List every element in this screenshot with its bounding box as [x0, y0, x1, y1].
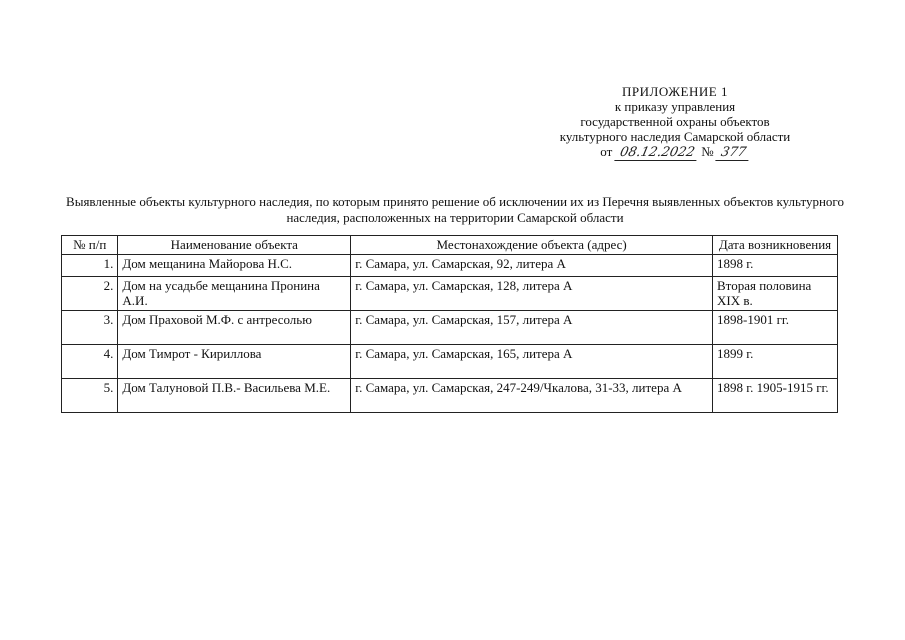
row-date: Вторая половина XIX в.: [713, 277, 838, 311]
table-row: [62, 311, 838, 345]
row-address: г. Самара, ул. Самарская, 128, литера А: [351, 277, 713, 311]
header-num: № п/п: [62, 236, 118, 255]
number-label: №: [701, 144, 714, 159]
appendix-line-2: государственной охраны объектов: [580, 114, 770, 129]
table-header-row: [62, 236, 838, 255]
from-label: от: [600, 144, 613, 159]
row-address: г. Самара, ул. Самарская, 247-249/Чкалова, 31-33, литера А: [351, 379, 713, 413]
row-address: г. Самара, ул. Самарская, 165, литера А: [351, 345, 713, 379]
row-name: Дом Талуновой П.В.- Васильева М.Е.: [118, 379, 351, 413]
row-name: Дом Тимрот - Кириллова: [118, 345, 351, 379]
row-num: 5.: [62, 379, 118, 413]
row-num: 4.: [62, 345, 118, 379]
handwritten-date: 08.12.2022: [614, 145, 700, 161]
row-name: Дом мещанина Майорова Н.С.: [118, 255, 351, 277]
row-date: 1898 г.: [713, 255, 838, 277]
row-name: Дом Праховой М.Ф. с антресолью: [118, 311, 351, 345]
appendix-title: ПРИЛОЖЕНИЕ 1: [622, 84, 728, 99]
heritage-objects-table: [61, 235, 838, 413]
header-address: Местонахождение объекта (адрес): [351, 236, 713, 255]
row-num: 1.: [62, 255, 118, 277]
row-num: 2.: [62, 277, 118, 311]
row-date: 1898 г. 1905-1915 гг.: [713, 379, 838, 413]
row-date: 1898-1901 гг.: [713, 311, 838, 345]
appendix-line-3: культурного наследия Самарской области: [559, 129, 791, 144]
table-row: [62, 345, 838, 379]
row-num: 3.: [62, 311, 118, 345]
table-row: [62, 277, 838, 311]
table-row: [62, 379, 838, 413]
row-name: Дом на усадьбе мещанина Пронина А.И.: [118, 277, 351, 311]
header-name: Наименование объекта: [118, 236, 351, 255]
row-address: г. Самара, ул. Самарская, 157, литера А: [351, 311, 713, 345]
row-address: г. Самара, ул. Самарская, 92, литера А: [351, 255, 713, 277]
table-row: [62, 255, 838, 277]
handwritten-number: 377: [715, 145, 751, 161]
row-date: 1899 г.: [713, 345, 838, 379]
appendix-line-1: к приказу управления: [614, 99, 736, 114]
appendix-header: [525, 84, 825, 161]
header-date: Дата возникновения: [713, 236, 838, 255]
document-title: Выявленные объекты культурного наследия, по которым принято решение об исключении их из Перечня выявленных объектов культурного наследия, расположенных на территории Самарской области: [66, 194, 844, 225]
order-date-number-line: [525, 144, 825, 161]
